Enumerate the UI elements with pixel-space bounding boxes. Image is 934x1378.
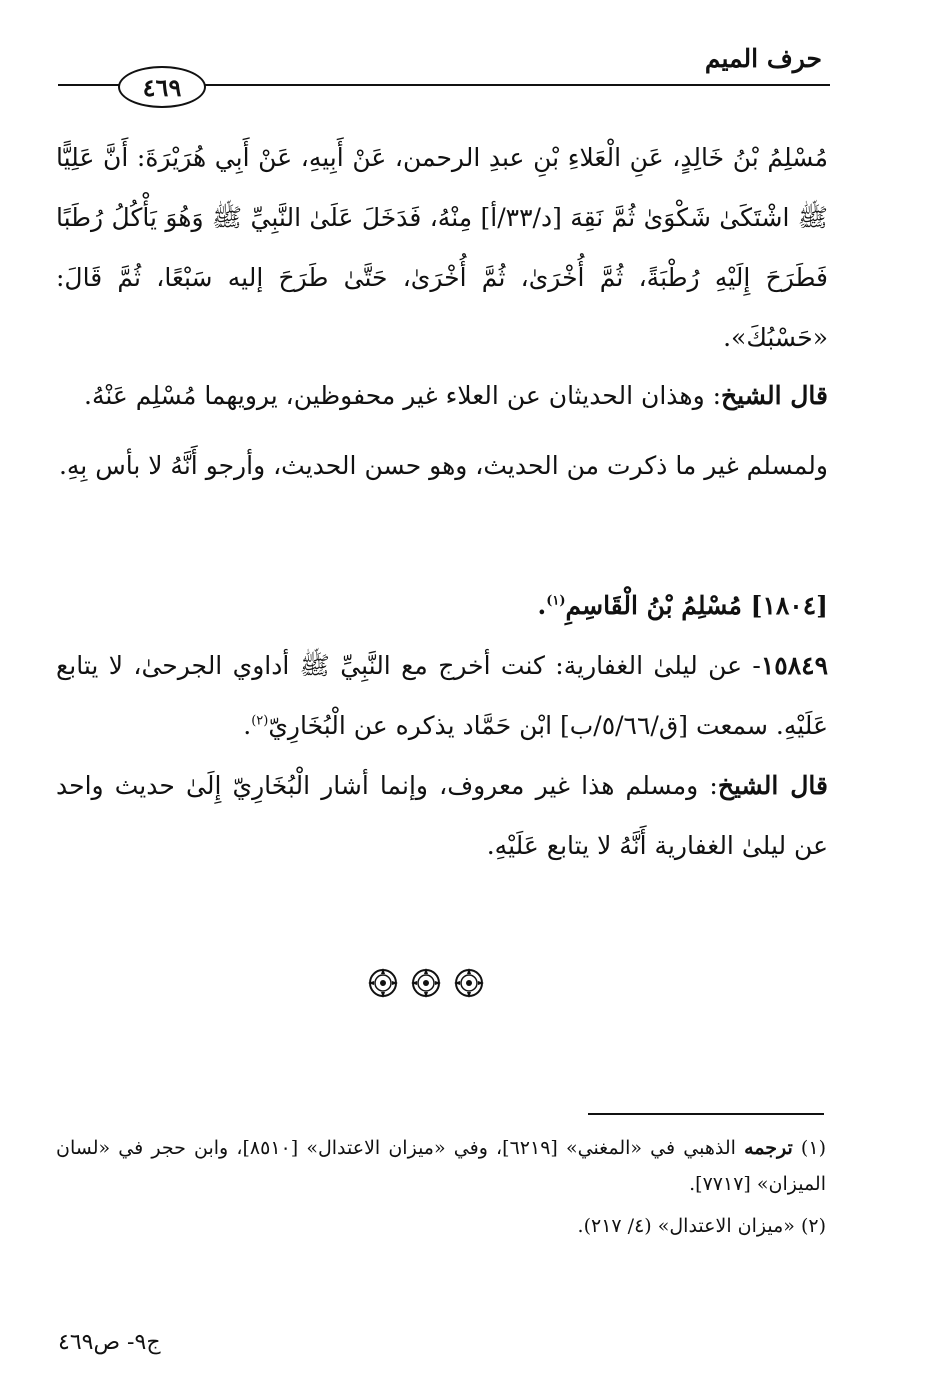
section-divider-ornaments <box>366 966 486 1002</box>
commentary-paragraph <box>56 436 828 496</box>
volume-page-reference: ج٩- ص٤٦٩ <box>58 1330 161 1355</box>
paragraph-text: مُسْلِمُ بْنُ خَالِدٍ، عَنِ الْعَلاءِ بْنِ عبدِ الرحمن، عَنْ أَبِيهِ، عَنْ أَبِي هُرَيْرَةَ: أَنَّ عَلِيًّا ﷺ اشْتَكَىٰ شَكْوَىٰ ثُمَّ نَقِهَ [د/٣٣/أ] مِنْهُ، فَدَخَلَ عَلَىٰ النَّبِيِّ ﷺ وَهُوَ يَأْكُلُ رُطَبًا فَطَرَحَ إِلَيْهِ رُطْبَةً، ثُمَّ أُخْرَىٰ، ثُمَّ أُخْرَىٰ، حَتَّىٰ طَرَحَ إليه سَبْعًا، ثُمَّ قَالَ: «حَسْبُكَ». <box>56 143 828 352</box>
narrator-name: [١٨٠٤] مُسْلِمُ بْنُ الْقَاسِمِ <box>565 591 828 620</box>
ornament-icon <box>409 966 443 1000</box>
sheikh-comment-paragraph <box>56 756 828 876</box>
footnote-item <box>56 1208 826 1244</box>
narrator-heading <box>56 576 828 636</box>
paragraph-text: : ومسلم هذا غير معروف، وإنما أشار الْبُخَارِيّ إِلَىٰ حديث واحد عن ليلىٰ الغفارية أَنَّهُ لا يتابع عَلَيْهِ. <box>56 771 828 860</box>
paragraph-text: ولمسلم غير ما ذكرت من الحديث، وهو حسن الحديث، وأرجو أَنَّهُ لا بأس بِهِ. <box>58 451 828 480</box>
chapter-title: حرف الميم <box>704 44 822 73</box>
sheikh-label: قال الشيخ <box>717 771 829 800</box>
heading-end: . <box>537 591 547 620</box>
hadith-entry <box>56 636 828 756</box>
footnote-marker: (١) <box>800 1137 826 1159</box>
footnote-marker: (٢) <box>800 1215 826 1237</box>
footnote-text: الذهبي في «المغني» [٦٢١٩]، وفي «ميزان الاعتدال» [٨٥١٠]، وابن حجر في «لسان الميزان» [٧٧١٧]. <box>56 1137 826 1195</box>
footnotes <box>56 1130 826 1250</box>
footnote-ref: (٢) <box>251 713 269 729</box>
footnote-divider <box>588 1113 824 1115</box>
footnote-lead: ترجمه <box>744 1137 793 1159</box>
ornament-icon <box>452 966 486 1000</box>
page-number-badge <box>118 66 206 108</box>
ornament-icon <box>366 966 400 1000</box>
paragraph-end: . <box>243 711 252 740</box>
footnote-ref: (١) <box>546 593 566 609</box>
sheikh-label: قال الشيخ <box>721 381 828 410</box>
footnote-item <box>56 1130 826 1202</box>
hadith-text-paragraph <box>56 128 828 368</box>
footnote-text: «ميزان الاعتدال» (٤/ ٢١٧). <box>577 1215 801 1237</box>
sheikh-comment-paragraph <box>56 366 828 426</box>
page-number: ٤٦٩ <box>142 72 182 102</box>
paragraph-text: : وهذان الحديثان عن العلاء غير محفوظين، يرويهما مُسْلِم عَنْهُ. <box>84 381 722 410</box>
paragraph-text: - عن ليلىٰ الغفارية: كنت أخرج مع النَّبِيِّ ﷺ أداوي الجرحىٰ، لا يتابع عَلَيْهِ. سمعت [ق/٥/٦٦/ب] ابْن حَمَّاد يذكره عن الْبُخَارِيّ <box>56 651 828 740</box>
hadith-number: ١٥٨٤٩ <box>760 651 828 680</box>
